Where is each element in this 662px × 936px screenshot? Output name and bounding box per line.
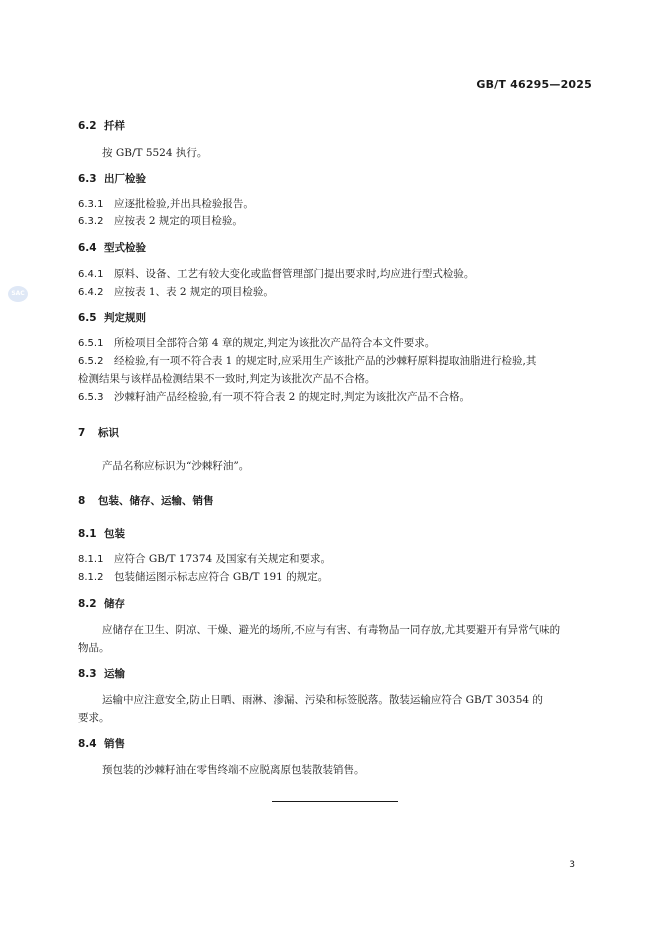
clause-text: 经检验,有一项不符合表 1 的规定时,应采用生产该批产品的沙棘籽原料提取油脂进行检验,其 <box>114 355 537 367</box>
clause-text: 所检项目全部符合第 4 章的规定,判定为该批次产品符合本文件要求。 <box>114 337 436 349</box>
paragraph-line: 运输中应注意安全,防止日晒、雨淋、渗漏、污染和标签脱落。散装运输应符合 GB/T 30354 的 <box>102 694 543 706</box>
section-heading-6-3 <box>78 171 146 186</box>
chapter-heading-7 <box>78 425 119 440</box>
clause-6-5-3 <box>78 389 470 404</box>
clause-text: 应按表 2 规定的项目检验。 <box>114 215 243 227</box>
standard-code: GB/T 46295—2025 <box>476 78 592 91</box>
section-number: 8.1 <box>78 528 97 540</box>
section-title: 包装 <box>104 528 125 540</box>
chapter-number: 7 <box>78 427 86 439</box>
clause-text-continued: 检测结果与该样品检测结果不一致时,判定为该批次产品不合格。 <box>78 373 376 385</box>
clause-number: 8.1.2 <box>78 572 104 583</box>
clause-6-3-1 <box>78 196 254 211</box>
section-title: 储存 <box>104 598 125 610</box>
section-number: 6.3 <box>78 173 97 185</box>
section-number: 8.3 <box>78 668 97 680</box>
section-number: 8.4 <box>78 738 97 750</box>
section-heading-8-4 <box>78 736 125 751</box>
clause-8-1-2 <box>78 569 328 584</box>
paragraph: 预包装的沙棘籽油在零售终端不应脱离原包装散装销售。 <box>102 764 365 776</box>
paragraph-line: 物品。 <box>78 642 110 654</box>
section-title: 判定规则 <box>104 312 146 324</box>
clause-number: 6.5.3 <box>78 392 104 403</box>
clause-number: 6.5.2 <box>78 356 104 367</box>
clause-number: 6.4.1 <box>78 269 104 280</box>
section-number: 6.4 <box>78 242 97 254</box>
section-number: 8.2 <box>78 598 97 610</box>
section-title: 型式检验 <box>104 242 146 254</box>
chapter-heading-8 <box>78 493 214 508</box>
paragraph: 按 GB/T 5524 执行。 <box>102 147 208 159</box>
end-divider <box>272 801 398 802</box>
clause-text: 原料、设备、工艺有较大变化或监督管理部门提出要求时,均应进行型式检验。 <box>114 268 475 280</box>
section-title: 扦样 <box>104 120 125 132</box>
section-heading-8-3 <box>78 666 125 681</box>
section-heading-6-5 <box>78 310 146 325</box>
clause-6-4-2 <box>78 284 274 299</box>
clause-text: 包装储运图示标志应符合 GB/T 191 的规定。 <box>114 571 329 583</box>
section-heading-8-2 <box>78 596 125 611</box>
chapter-number: 8 <box>78 495 86 507</box>
clause-6-4-1 <box>78 266 474 281</box>
clause-number: 8.1.1 <box>78 554 104 565</box>
sac-watermark-logo: SAC <box>8 286 28 302</box>
section-number: 6.5 <box>78 312 97 324</box>
clause-text: 应按表 1、表 2 规定的项目检验。 <box>114 286 274 298</box>
clause-text: 应逐批检验,并出具检验报告。 <box>114 198 254 210</box>
clause-text: 沙棘籽油产品经检验,有一项不符合表 2 的规定时,判定为该批次产品不合格。 <box>114 391 471 403</box>
clause-8-1-1 <box>78 551 331 566</box>
section-heading-6-4 <box>78 240 146 255</box>
clause-number: 6.3.1 <box>78 199 104 210</box>
section-number: 6.2 <box>78 120 97 132</box>
paragraph-line: 应储存在卫生、阴凉、干燥、避光的场所,不应与有害、有毒物品一同存放,尤其要避开有异常气味的 <box>102 624 561 636</box>
page-number: 3 <box>569 860 575 870</box>
paragraph: 产品名称应标识为“沙棘籽油”。 <box>102 460 250 472</box>
clause-6-5-1 <box>78 335 435 350</box>
section-title: 销售 <box>104 738 125 750</box>
clause-number: 6.5.1 <box>78 338 104 349</box>
clause-6-3-2 <box>78 213 243 228</box>
clause-number: 6.4.2 <box>78 287 104 298</box>
section-heading-6-2 <box>78 118 125 133</box>
clause-6-5-2 <box>78 353 536 368</box>
chapter-title: 包装、储存、运输、销售 <box>98 495 214 507</box>
clause-text: 应符合 GB/T 17374 及国家有关规定和要求。 <box>114 553 332 565</box>
section-title: 出厂检验 <box>104 173 146 185</box>
clause-number: 6.3.2 <box>78 216 104 227</box>
chapter-title: 标识 <box>98 427 119 439</box>
paragraph-line: 要求。 <box>78 712 110 724</box>
section-heading-8-1 <box>78 526 125 541</box>
section-title: 运输 <box>104 668 125 680</box>
